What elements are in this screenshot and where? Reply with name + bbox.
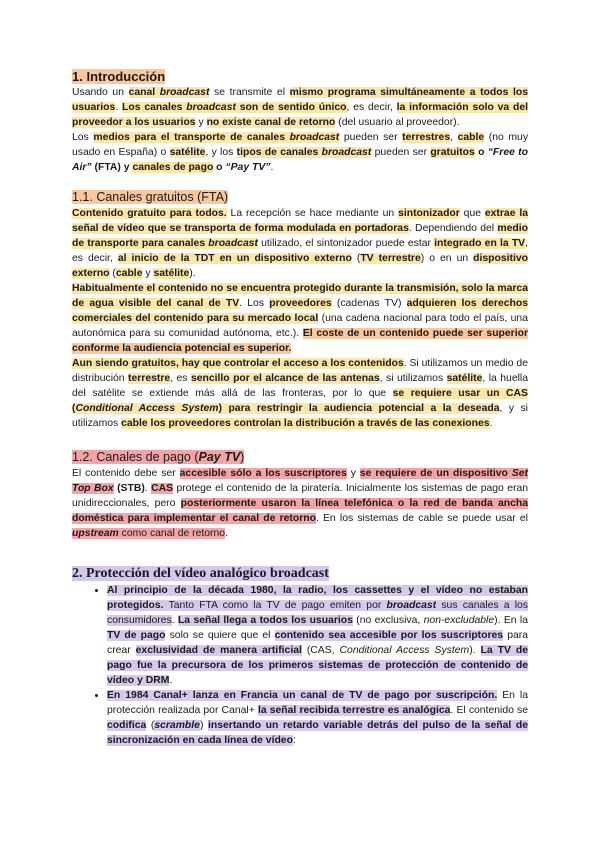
paragraph — [72, 130, 528, 175]
paragraph — [72, 356, 528, 431]
text-run: medios para el transporte de canales — [93, 132, 290, 143]
text-run: El contenido debe ser — [72, 468, 180, 479]
text-run: . — [225, 528, 228, 539]
text-run: extrae la señal de vídeo que se transporta de forma modulada en portadoras — [72, 208, 528, 234]
text-run: , es decir, — [346, 102, 397, 113]
text-run: La recepción se hace mediante un — [226, 208, 399, 219]
text-run: (STB) — [113, 483, 145, 494]
text-run: , y los — [205, 147, 237, 158]
text-run: canales de pago — [132, 162, 214, 173]
text-run: terrestre — [128, 373, 171, 384]
text-run: y — [346, 468, 360, 479]
heading-text: 1.2. Canales de pago ( — [72, 450, 199, 464]
text-run: El coste de un contenido puede ser superior conforme la audiencia potencial es superior. — [72, 328, 529, 354]
text-run: La señal llega a todos los usuarios — [177, 615, 353, 626]
text-run: Conditional Access System — [339, 645, 470, 656]
text-run: upstream — [72, 528, 119, 539]
text-run: En la protección realizada por Canal+ — [107, 690, 528, 716]
text-run: tipos de canales — [236, 147, 322, 158]
text-run: sintonizador — [398, 208, 460, 219]
bullet-list — [72, 583, 528, 748]
text-run: ( — [351, 253, 361, 264]
text-run: . Dependiendo del — [408, 223, 498, 234]
text-run: (del usuario al proveedor). — [335, 117, 460, 128]
text-run: sus canales a los consumidores — [107, 600, 528, 626]
text-run: Usando un — [72, 87, 129, 98]
text-run: broadcast — [208, 238, 258, 249]
text-run: TV terrestre — [360, 253, 421, 264]
section-introduccion — [72, 68, 528, 175]
text-run: sencillo por el alcance de las antenas — [190, 373, 380, 384]
text-run: Los canales — [122, 102, 187, 113]
text-run: , — [450, 132, 458, 143]
text-run: (CAS, — [301, 645, 340, 656]
text-run: Los — [72, 132, 94, 143]
heading-highlight — [72, 450, 244, 464]
text-run: , es — [170, 373, 191, 384]
text-run: Conditional Access System — [75, 403, 219, 414]
text-run: . — [171, 615, 178, 626]
paragraph — [72, 281, 528, 356]
text-run: como canal de retorno — [118, 528, 226, 539]
paragraph — [72, 85, 528, 130]
text-run: contenido sea accesible por los suscriptores — [274, 630, 504, 641]
text-run: al inicio de la TDT en un dispositivo externo — [117, 253, 352, 264]
text-run: Habitualmente el contenido no se encuentra protegido durante la transmisión, solo la marca de agua visible del canal de TV — [72, 283, 528, 309]
text-run: . Los — [239, 298, 270, 309]
text-run: Al principio de la década 1980, la radio, los cassettes y el vídeo no estaban protegidos. — [107, 585, 528, 611]
text-run: pueden ser — [371, 147, 431, 158]
text-run: que — [459, 208, 485, 219]
text-run: : — [292, 735, 296, 746]
subsection-heading — [72, 448, 528, 466]
text-run: La TV de pago fue la precursora de los primeros sistemas de protección de contenido de vídeo y DRM — [107, 645, 528, 686]
text-run: . — [489, 418, 493, 429]
text-run: para crear — [107, 630, 529, 656]
text-run: terrestres — [402, 132, 451, 143]
heading-highlight: 1.1. Canales gratuitos (FTA) — [72, 190, 229, 204]
text-run: Aun siendo gratuitos, hay que controlar el acceso a los contenidos — [72, 358, 404, 369]
text-run: Contenido gratuito para todos. — [72, 208, 227, 219]
section-canales-gratuitos — [72, 188, 528, 431]
text-run: solo se quiere que el — [165, 630, 275, 641]
text-run: utilizado, el sintonizador puede estar — [257, 238, 435, 249]
list-item — [107, 583, 528, 688]
text-run: . En los sistemas de cable se puede usar el — [315, 513, 528, 524]
text-run: (no exclusiva, — [352, 615, 424, 626]
text-run: En 1984 Canal+ lanza en Francia un canal de TV de pago por suscripción. — [107, 690, 498, 701]
text-run: . — [144, 483, 152, 494]
heading-text: ) — [240, 450, 245, 464]
text-run: cable — [121, 418, 148, 429]
text-run: cable — [115, 268, 143, 279]
text-run: ( — [109, 268, 116, 279]
heading-italic: Pay TV — [198, 450, 241, 464]
text-run: proveedores — [269, 298, 332, 309]
text-run: Tanto FTA como la TV de pago emiten por — [163, 600, 387, 611]
text-run: exclusividad de manera artificial — [135, 645, 302, 656]
text-run: son de sentido único — [235, 102, 347, 113]
subsection-heading — [72, 188, 528, 206]
paragraph — [72, 206, 528, 281]
section-heading — [72, 68, 528, 85]
text-run: ). — [189, 268, 196, 279]
text-run: y — [142, 268, 154, 279]
text-run: ). — [469, 645, 481, 656]
text-run: Set Top Box — [72, 468, 528, 494]
text-run: . — [115, 102, 123, 113]
text-run: CAS — [151, 483, 174, 494]
text-run: o — [213, 162, 226, 173]
heading-highlight: 1. Introducción — [72, 69, 166, 84]
text-run: “Free to Air” — [72, 147, 528, 173]
text-run: medio de transporte para canales — [72, 223, 528, 249]
paragraph — [72, 466, 528, 541]
text-run: (no muy usado en España) o — [72, 132, 529, 158]
text-run: gratuitos — [430, 147, 475, 158]
text-run: satélite — [153, 268, 190, 279]
heading-highlight: 2. Protección del vídeo analógico broadcast — [72, 566, 329, 581]
text-run: satélite — [446, 373, 483, 384]
text-run: , si utilizamos — [379, 373, 447, 384]
text-run: se transmite el — [209, 87, 290, 98]
text-run: . Si utilizamos un medio de distribución — [72, 358, 528, 384]
text-run: (cadenas TV) — [331, 298, 407, 309]
text-run: ) — [199, 720, 208, 731]
text-run: (una cadena nacional para todo el país, una autonómica para su comunidad autónoma, etc.). — [72, 313, 528, 339]
section-heading — [72, 565, 528, 582]
text-run: broadcast — [159, 87, 210, 98]
text-run: o — [474, 147, 488, 158]
section-canales-de-pago — [72, 448, 528, 541]
text-run: los proveedores controlan la distribución a través de las conexiones — [147, 418, 490, 429]
text-run: , y si utilizamos — [72, 403, 528, 429]
text-run: canal — [128, 87, 160, 98]
text-run: la información solo va del proveedor a los usuarios — [72, 102, 529, 128]
text-run: satélite — [169, 147, 206, 158]
text-run: . El contenido se — [450, 705, 529, 716]
text-run: broadcast — [186, 102, 236, 113]
text-run: codifica — [107, 720, 147, 731]
text-run: “Pay TV” — [225, 162, 271, 173]
text-run: . — [270, 162, 274, 173]
text-run: la señal recibida terrestre es analógica — [257, 705, 451, 716]
text-run: ). En la — [494, 615, 528, 626]
text-run: dispositivo externo — [72, 253, 528, 279]
text-run: ( — [146, 720, 155, 731]
text-run: posteriormente usaron la línea telefónica o la red de banda ancha doméstica para implementar el canal de retorno — [72, 498, 528, 524]
text-run: se requiere usar un CAS ( — [72, 388, 528, 414]
text-run: TV de pago — [107, 630, 166, 641]
text-run: broadcast — [386, 600, 437, 611]
text-run: no existe canal de retorno — [206, 117, 336, 128]
text-run: y — [195, 117, 207, 128]
list-item — [107, 688, 528, 748]
section-proteccion — [72, 565, 528, 748]
text-run: scramble — [154, 720, 200, 731]
text-run: non-excludable — [423, 615, 495, 626]
text-run: pueden ser — [339, 132, 403, 143]
text-run: se requiere de un dispositivo — [359, 468, 512, 479]
text-run: ) para restringir la audiencia potencial a la deseada — [218, 403, 500, 414]
text-run: adquieren los derechos comerciales del contenido para su mercado local — [72, 298, 528, 324]
text-run: protege el contenido de la piratería. Inicialmente los sistemas de pago eran unidireccionales, pero — [72, 483, 529, 509]
text-run: (FTA) y — [91, 162, 133, 173]
text-run: ) o en un — [420, 253, 474, 264]
text-run: , la huella del satélite se extiende más allá de las fronteras, por lo que — [72, 373, 529, 399]
text-run: broadcast — [289, 132, 340, 143]
text-run: broadcast — [321, 147, 372, 158]
text-run: . — [169, 675, 173, 686]
text-run: integrado en la TV — [434, 238, 526, 249]
text-run: cable — [457, 132, 485, 143]
text-run: accesible sólo a los suscriptores — [179, 468, 347, 479]
text-run: insertando un retardo variable detrás del pulso de la señal de sincronización en cada línea de vídeo — [107, 720, 528, 746]
text-run: mismo programa simultáneamente a todos los usuarios — [72, 87, 528, 113]
text-run: , es decir, — [72, 238, 528, 264]
